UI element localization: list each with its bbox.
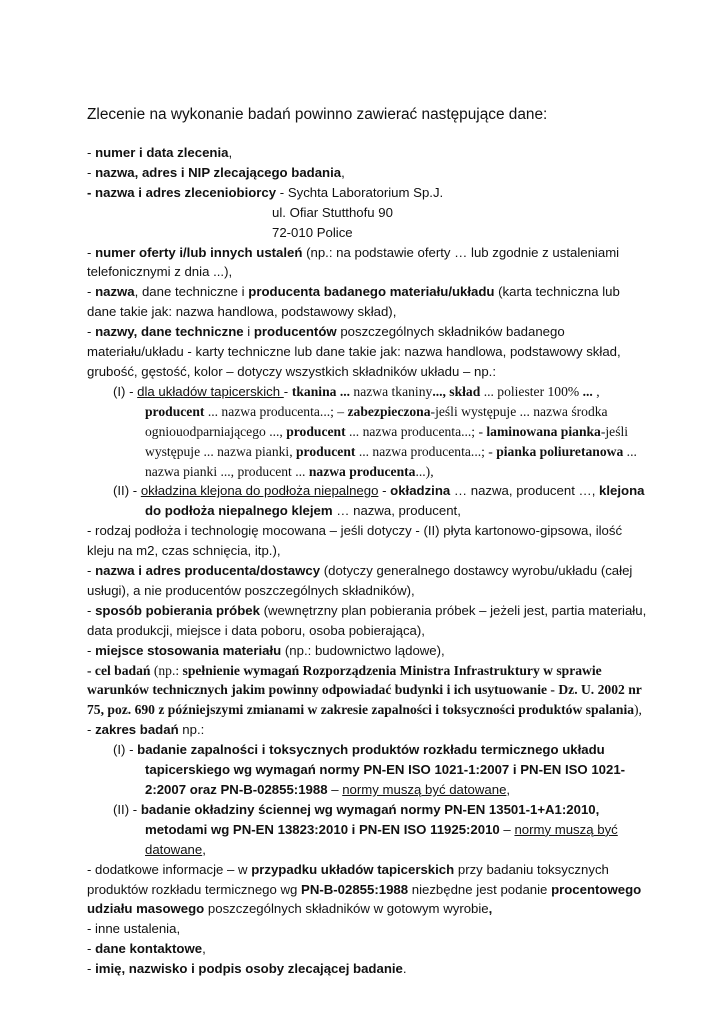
bold-text: spełnienie wymagań Rozporządzenia Ministra Infrastruktury w sprawie warunków technicznych jakim powinny odpowiadać budynki i ich usytuowanie - Dz. U. 2002 nr 75, poz. 690 z późniejszymi zmianami w zakresie zapalności i toksyczności produktów spalania bbox=[87, 662, 642, 718]
roman-lead: (II) - bbox=[113, 801, 141, 817]
text: np.: bbox=[178, 722, 205, 738]
dash: - bbox=[87, 145, 96, 160]
text: ... poliester 100% bbox=[480, 383, 583, 399]
bold-text: badanie okładziny ściennej wg wymagań normy PN-EN 13501-1+A1:2010, metodami wg PN-EN 13823:2010 i PN-EN ISO 11925:2010 bbox=[140, 801, 600, 837]
bold-text: klejona do podłoża niepalnego klejem bbox=[145, 483, 645, 519]
dash: - bbox=[87, 164, 96, 180]
text: , bbox=[592, 383, 600, 399]
text: (dotyczy generalnego dostawcy wyrobu/układu (całej usługi), a nie producentów poszczególnych składników), bbox=[87, 563, 633, 598]
bold-text: okładzina bbox=[390, 483, 451, 499]
bold-text: producenta badanego materiału/układu bbox=[248, 284, 495, 300]
text: (wewnętrzny plan pobierania próbek – jeżeli jest, partia materiału, data produkcji, miejsce i data poboru, osoba pobierająca), bbox=[87, 602, 647, 638]
dash: - bbox=[87, 324, 96, 340]
bold-text: numer oferty i/lub innych ustaleń bbox=[95, 244, 303, 260]
text: niezbędne jest podanie bbox=[408, 881, 552, 897]
text: … nazwa, producent, bbox=[332, 503, 461, 519]
bold-text: tkanina ... bbox=[291, 383, 351, 399]
underlined-text: dla układów tapicerskich bbox=[137, 383, 284, 399]
dash: - bbox=[87, 941, 96, 957]
bold-text: nazwa bbox=[95, 284, 135, 300]
scope-cladding bbox=[87, 800, 647, 860]
contractor-city: 72-010 Police bbox=[272, 224, 353, 240]
scope-upholstery bbox=[87, 740, 647, 800]
text: , bbox=[202, 941, 206, 957]
item-application bbox=[87, 641, 647, 661]
roman-lead: (I) - bbox=[113, 383, 138, 399]
bold-text: laminowana pianka bbox=[486, 423, 601, 439]
text: - bbox=[378, 483, 391, 499]
bold-text: producent bbox=[286, 423, 346, 439]
text: , bbox=[228, 145, 233, 160]
roman-lead: (II) - bbox=[113, 483, 141, 499]
bold-text: badanie zapalności i toksycznych produktów rozkładu termicznego układu tapicerskiego wg wymagań normy PN-EN ISO 1021-1:2007 i PN-EN ISO 1021-2:2007 oraz PN-B-02855:1988 bbox=[137, 742, 626, 797]
bold-text: - cel badań bbox=[87, 662, 151, 678]
bold-text: nazwa i adres producenta/dostawcy bbox=[95, 563, 321, 579]
contractor-street: ul. Ofiar Stutthofu 90 bbox=[272, 204, 393, 220]
underlined-text: normy muszą być datowane bbox=[342, 782, 507, 797]
text: ...), bbox=[415, 463, 434, 479]
text: , bbox=[341, 164, 345, 180]
document-body bbox=[87, 143, 647, 979]
bold-text: zabezpieczona bbox=[347, 403, 431, 419]
text: ), bbox=[634, 702, 642, 718]
item-client bbox=[87, 163, 647, 183]
bold-text: przypadku układów tapicerskich bbox=[251, 861, 455, 877]
underlined-text: okładzina klejona do podłoża niepalnego bbox=[140, 483, 379, 499]
text: , bbox=[506, 782, 511, 797]
bold-text: numer i data zlecenia bbox=[95, 145, 229, 160]
text: ... nazwa pianki ..., producent ... bbox=[145, 443, 637, 479]
item-components bbox=[87, 322, 647, 382]
text: nazwa tkaniny bbox=[350, 383, 433, 399]
text: – bbox=[327, 782, 343, 797]
dash: - bbox=[87, 244, 96, 260]
bold-text: nazwa, adres i NIP zlecającego badania bbox=[95, 164, 342, 180]
item-contact bbox=[87, 939, 647, 959]
text: -jeśli występuje ... nazwa środka ogniouodparniającego ..., bbox=[145, 403, 608, 439]
item-substrate: - rodzaj podłoża i technologię mocowana – jeśli dotyczy - (II) płyta kartonowo-gipsowa, ilość kleju na m2, czas schnięcia, itp.), bbox=[87, 523, 623, 559]
bold-text: procentowego udziału masowego bbox=[87, 881, 642, 917]
text: . bbox=[402, 961, 407, 977]
subitem-upholstery bbox=[87, 382, 647, 482]
text: -jeśli występuje ... nazwa pianki, bbox=[145, 423, 629, 459]
bold-text: ..., skład bbox=[432, 383, 481, 399]
text: (karta techniczna lub dane takie jak: nazwa handlowa, podstawowy skład), bbox=[87, 284, 620, 320]
bold-text: pianka poliuretanowa bbox=[496, 443, 624, 459]
item-purpose bbox=[87, 661, 647, 721]
subitem-cladding bbox=[87, 481, 647, 521]
text: poszczególnych składników w gotowym wyrobie bbox=[204, 901, 489, 917]
text: (np.: budownictwo lądowe), bbox=[281, 642, 445, 658]
item-order-number bbox=[87, 143, 647, 163]
text: , dane techniczne i bbox=[134, 284, 249, 300]
text: , bbox=[202, 841, 206, 857]
text: (np.: na podstawie oferty … lub zgodnie z ustaleniami telefonicznymi z dnia ...), bbox=[87, 244, 620, 280]
bold-text: producent bbox=[145, 403, 205, 419]
item-other-arrangements: - inne ustalenia, bbox=[87, 921, 181, 937]
bold-text: PN-B-02855:1988 bbox=[301, 881, 409, 897]
text: i bbox=[243, 324, 254, 340]
text: … nazwa, producent …, bbox=[450, 483, 600, 499]
bold-text: nazwa producenta bbox=[308, 463, 416, 479]
item-additional-info bbox=[87, 860, 647, 920]
dash: - bbox=[283, 383, 292, 399]
text: przy badaniu toksycznych produktów rozkładu termicznego wg bbox=[87, 861, 609, 897]
text: - Sychta Laboratorium Sp.J. bbox=[276, 184, 444, 200]
item-material bbox=[87, 282, 647, 322]
item-producer bbox=[87, 561, 647, 601]
text: – bbox=[499, 821, 515, 837]
underlined-text: normy muszą być datowane bbox=[145, 821, 618, 857]
dash: - bbox=[87, 284, 96, 300]
bold-text: miejsce stosowania materiału bbox=[95, 642, 282, 658]
document-title: Zlecenie na wykonanie badań powinno zawierać następujące dane: bbox=[87, 106, 548, 123]
bold-text: imię, nazwisko i podpis osoby zlecającej badanie bbox=[95, 961, 403, 977]
item-contractor bbox=[87, 183, 647, 203]
bold-text: nazwy, dane techniczne bbox=[95, 324, 244, 340]
bold-text: producent bbox=[296, 443, 356, 459]
bold-text: - nazwa i adres zleceniobiorcy bbox=[87, 184, 277, 200]
roman-lead: (I) - bbox=[113, 742, 138, 758]
text: - dodatkowe informacje – w bbox=[87, 861, 252, 877]
text: ... nazwa producenta...; - bbox=[355, 443, 497, 459]
text: (np.: bbox=[150, 662, 183, 678]
bold-text: producentów bbox=[253, 324, 337, 340]
item-scope bbox=[87, 720, 647, 740]
dash: - bbox=[87, 961, 96, 977]
dash: - bbox=[87, 563, 96, 579]
bold-text: , bbox=[488, 901, 493, 917]
bold-text: zakres badań bbox=[95, 722, 179, 738]
bold-text: dane kontaktowe bbox=[95, 941, 203, 957]
bold-text: sposób pobierania próbek bbox=[95, 602, 260, 618]
item-offer bbox=[87, 243, 647, 283]
bold-text: ... bbox=[582, 383, 593, 399]
text: ... nazwa producenta...; - bbox=[345, 423, 487, 439]
item-signature bbox=[87, 959, 647, 979]
dash: - bbox=[87, 602, 96, 618]
dash: - bbox=[87, 642, 96, 658]
text: poszczególnych składników badanego materiału/układu - karty techniczne lub dane takie jak: nazwa handlowa, podstawowy skład, grubość, gęstość, kolor – dotyczy wszystkich składników układu – np.: bbox=[87, 324, 621, 379]
text: ... nazwa producenta...; – bbox=[204, 403, 348, 419]
item-sampling bbox=[87, 601, 647, 641]
dash: - bbox=[87, 722, 96, 738]
